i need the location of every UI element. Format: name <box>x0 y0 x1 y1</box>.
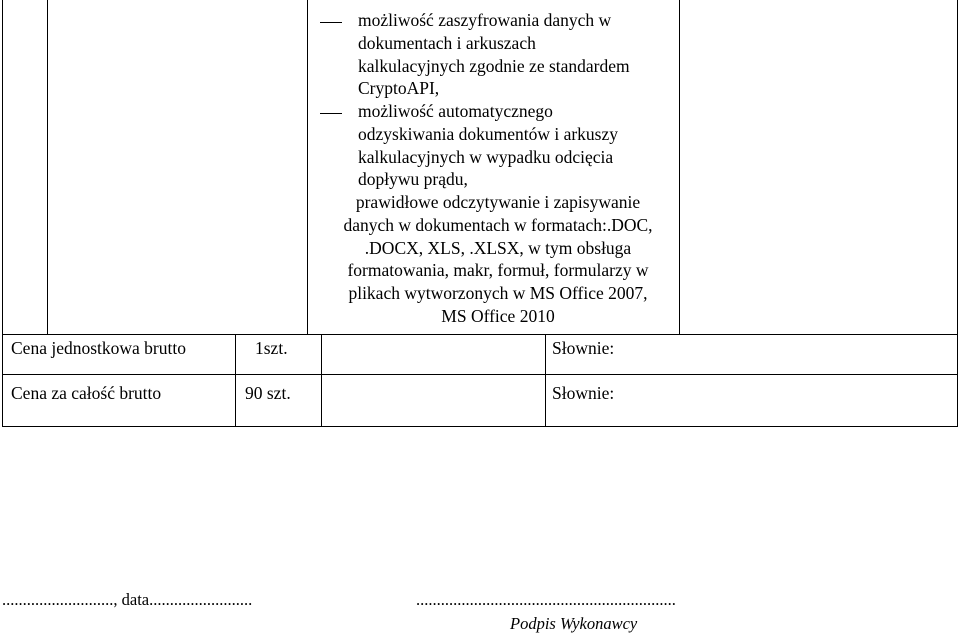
unit-price-in-words-label: Słownie: <box>552 338 615 358</box>
table-col-divider-3 <box>679 0 680 334</box>
table-col-divider-2 <box>307 0 308 334</box>
spec-line: dopływu prądu, <box>358 169 468 190</box>
spec-line: .DOCX, XLS, .XLSX, w tym obsługa <box>364 237 632 258</box>
unit-quantity: 1szt. <box>255 338 288 358</box>
bullet-dash-1 <box>320 22 342 23</box>
spec-line: danych w dokumentach w formatach:.DOC, <box>343 214 653 235</box>
signature-line: ............................................................... <box>416 590 676 609</box>
spec-line: kalkulacyjnych w wypadku odcięcia <box>358 146 614 167</box>
total-price-in-words-label: Słownie: <box>552 383 615 403</box>
spec-item-2 <box>358 100 618 191</box>
price-col-divider-a <box>235 334 236 426</box>
spec-line: plikach wytworzonych w MS Office 2007, <box>348 283 648 304</box>
price-col-divider-c <box>545 334 546 426</box>
spec-line: CryptoAPI, <box>358 78 440 99</box>
spec-item-1 <box>358 9 630 100</box>
table-border-left <box>2 0 3 426</box>
table-col-divider-1 <box>47 0 48 334</box>
bullet-dash-2 <box>320 113 342 114</box>
spec-line: możliwość zaszyfrowania danych w <box>358 10 612 30</box>
table-bottom-border <box>2 426 958 427</box>
unit-price-label: Cena jednostkowa brutto <box>11 338 186 358</box>
price-col-divider-b <box>321 334 322 426</box>
place-date-line: ..........................., data......................... <box>2 590 253 609</box>
spec-row-bottom-border <box>2 334 958 335</box>
spec-line: kalkulacyjnych zgodnie ze standardem <box>358 55 630 76</box>
spec-line: dokumentach i arkuszach <box>358 32 536 53</box>
spec-line: prawidłowe odczytywanie i zapisywanie <box>355 192 641 212</box>
table-border-right <box>957 0 958 426</box>
spec-line: MS Office 2010 <box>441 305 555 326</box>
spec-item-3 <box>322 191 674 328</box>
price-row-divider <box>2 374 958 375</box>
total-quantity: 90 szt. <box>245 383 291 403</box>
spec-line: formatowania, makr, formuł, formularzy w <box>347 260 649 281</box>
signature-label: Podpis Wykonawcy <box>510 614 638 633</box>
spec-line: możliwość automatycznego <box>358 101 553 121</box>
total-price-label: Cena za całość brutto <box>11 383 162 403</box>
spec-line: odzyskiwania dokumentów i arkuszy <box>358 123 619 144</box>
